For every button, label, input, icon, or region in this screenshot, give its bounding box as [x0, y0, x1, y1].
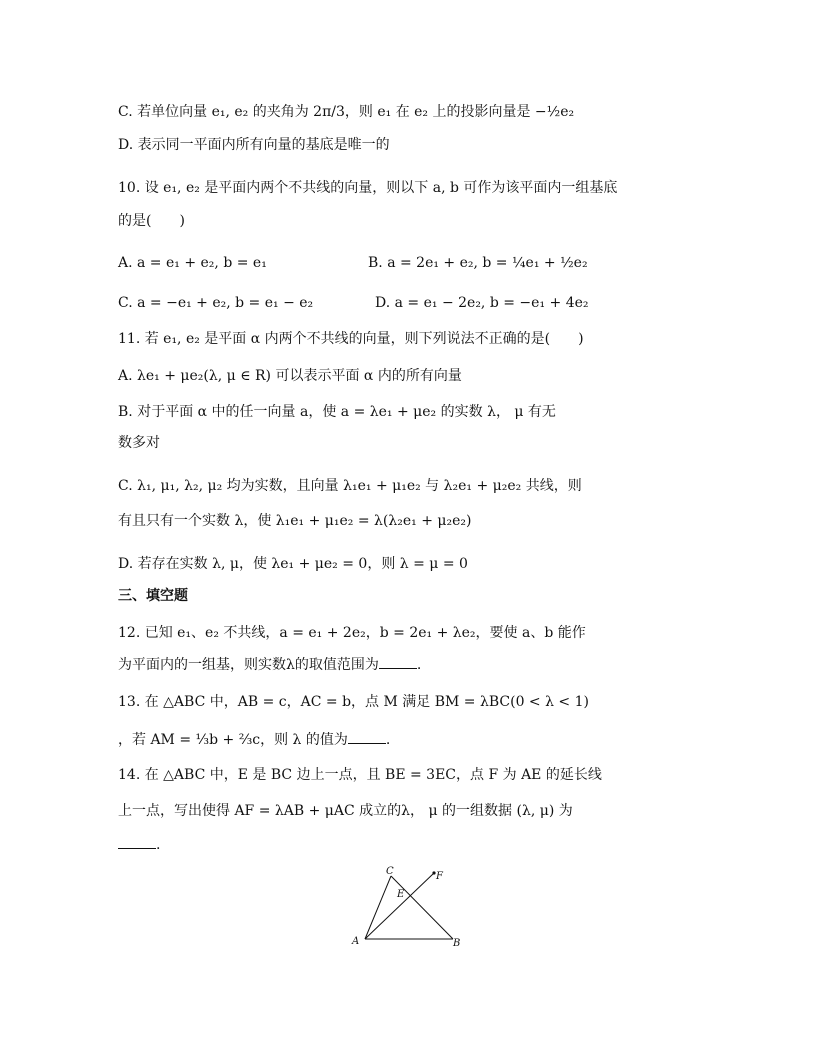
q9-option-c: C. 若单位向量 e₁, e₂ 的夹角为 2π/3，则 e₁ 在 e₂ 上的投影向量是 −½e₂: [118, 104, 575, 120]
q10-option-d: D. a = e₁ − 2e₂, b = −e₁ + 4e₂: [375, 295, 589, 311]
label-e: E: [397, 889, 405, 900]
q12-stem-cont: 为平面内的一组基，则实数λ的取值范围为 .: [118, 654, 421, 676]
q10-stem: 10. 设 e₁, e₂ 是平面内两个不共线的向量，则以下 a, b 可作为该平面内一组基底: [118, 180, 618, 196]
label-c: C: [386, 866, 394, 877]
q12-text: 为平面内的一组基，则实数λ的取值范围为: [118, 657, 379, 673]
segment-ac: [365, 876, 391, 939]
q14-answer-blank[interactable]: [118, 834, 156, 849]
q13-answer-blank[interactable]: [348, 729, 386, 744]
q13-stem: 13. 在 △ABC 中，AB = c，AC = b，点 M 满足 BM = λBC(0 < λ < 1): [118, 694, 589, 710]
q11-option-b-cont: 数多对: [118, 435, 160, 451]
q11-option-c-cont: 有且只有一个实数 λ，使 λ₁e₁ + μ₁e₂ = λ(λ₂e₁ + μ₂e₂): [118, 513, 472, 529]
q14-period: .: [156, 837, 161, 853]
q10-option-c: C. a = −e₁ + e₂, b = e₁ − e₂: [118, 295, 314, 311]
q10-option-b: B. a = 2e₁ + e₂, b = ¼e₁ + ½e₂: [368, 255, 588, 271]
q11-option-d: D. 若存在实数 λ, μ，使 λe₁ + μe₂ = 0，则 λ = μ = 0: [118, 556, 468, 572]
segment-af: [365, 873, 434, 939]
q13-text: ，若 AM = ⅓b + ⅔c，则 λ 的值为: [118, 732, 348, 748]
q14-stem-cont: 上一点，写出使得 AF = λAB + μAC 成立的λ， μ 的一组数据 (λ, μ) 为: [118, 803, 573, 819]
label-b: B: [453, 938, 461, 949]
q14-stem: 14. 在 △ABC 中，E 是 BC 边上一点，且 BE = 3EC，点 F 为 AE 的延长线: [118, 767, 602, 783]
section-heading: 三、填空题: [118, 588, 188, 604]
label-a: A: [352, 936, 360, 947]
q11-option-a: A. λe₁ + μe₂(λ, μ ∈ R) 可以表示平面 α 内的所有向量: [118, 368, 462, 384]
q11-option-c: C. λ₁, μ₁, λ₂, μ₂ 均为实数，且向量 λ₁e₁ + μ₁e₂ 与 λ₂e₁ + μ₂e₂ 共线，则: [118, 478, 582, 494]
q10-option-a: A. a = e₁ + e₂, b = e₁: [118, 255, 267, 271]
segment-cb: [391, 876, 453, 939]
label-f: F: [436, 871, 443, 882]
q12-stem: 12. 已知 e₁、e₂ 不共线，a = e₁ + 2e₂，b = 2e₁ + λe₂，要使 a、b 能作: [118, 625, 586, 641]
q11-option-b: B. 对于平面 α 中的任一向量 a，使 a = λe₁ + μe₂ 的实数 λ， μ 有无: [118, 404, 556, 420]
q9-option-d: D. 表示同一平面内所有向量的基底是唯一的: [118, 137, 390, 153]
q13-stem-cont: ，若 AM = ⅓b + ⅔c，则 λ 的值为 .: [118, 729, 390, 751]
q14-stem-end: [118, 834, 160, 856]
q11-stem: 11. 若 e₁, e₂ 是平面 α 内两个不共线的向量，则下列说法不正确的是( ): [118, 331, 584, 347]
q10-stem-cont: 的是( ): [118, 213, 185, 229]
q12-answer-blank[interactable]: [379, 654, 417, 669]
triangle-figure: [348, 860, 468, 950]
